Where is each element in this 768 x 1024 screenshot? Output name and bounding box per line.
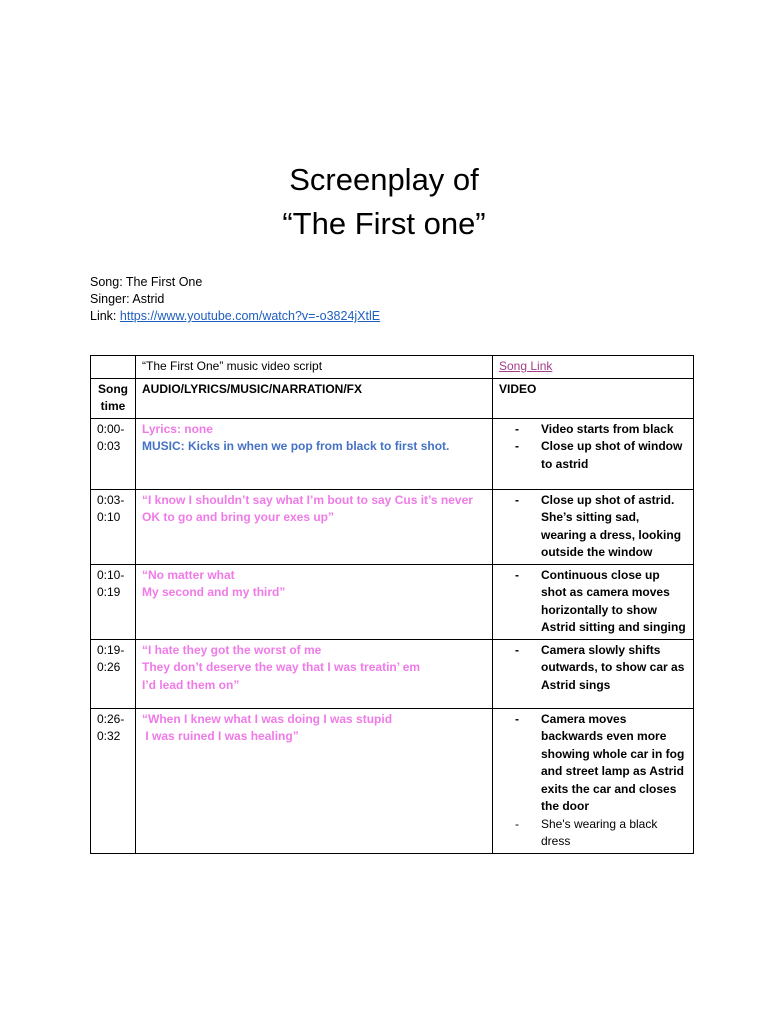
table-row xyxy=(91,564,694,639)
column-audio: AUDIO/LYRICS/MUSIC/NARRATION/FX xyxy=(136,378,493,418)
video-bullet: - Continuous close up shot as camera moves horizontally to show Astrid sitting and singing xyxy=(499,567,687,637)
row-video xyxy=(493,564,694,639)
header-empty-cell xyxy=(91,356,136,379)
song-label: Song: The First One xyxy=(90,275,203,289)
row-video xyxy=(493,418,694,489)
row-audio xyxy=(136,639,493,708)
audio-line: “When I knew what I was doing I was stupid xyxy=(142,711,393,726)
audio-line: Lyrics: none xyxy=(142,421,213,436)
video-bullet: - Camera moves backwards even more showing whole car in fog and street lamp as Astrid exits the car and closes the door xyxy=(499,711,687,816)
audio-line: My second and my third” xyxy=(142,585,286,599)
row-time: 0:00-0:03 xyxy=(91,418,136,489)
column-song-time: Song time xyxy=(91,378,136,418)
audio-line: “I hate they got the worst of me xyxy=(142,642,322,657)
row-time: 0:10-0:19 xyxy=(91,564,136,639)
script-table xyxy=(90,355,694,854)
audio-line: They don’t deserve the way that I was treatin’ em xyxy=(142,660,421,674)
video-bullet: - Close up shot of astrid. She’s sitting sad, wearing a dress, looking outside the window xyxy=(499,492,687,562)
table-columns-row xyxy=(91,378,694,418)
row-video xyxy=(493,708,694,853)
audio-line: “I know I shouldn’t say what I’m bout to say Cus it’s never OK to go and bring your exes up” xyxy=(142,492,473,524)
row-audio xyxy=(136,708,493,853)
column-video: VIDEO xyxy=(493,378,694,418)
video-bullet: - She's wearing a black dress xyxy=(499,816,687,851)
row-time: 0:19-0:26 xyxy=(91,639,136,708)
table-row xyxy=(91,639,694,708)
audio-line: MUSIC: Kicks in when we pop from black to first shot. xyxy=(142,439,450,453)
video-bullet: - Video starts from black xyxy=(499,421,687,439)
audio-line: I was ruined I was healing” xyxy=(142,729,299,743)
row-audio xyxy=(136,489,493,564)
row-audio xyxy=(136,418,493,489)
row-video xyxy=(493,489,694,564)
video-bullet: - Close up shot of window to astrid xyxy=(499,438,687,473)
song-link[interactable]: Song Link xyxy=(499,359,553,373)
table-row xyxy=(91,489,694,564)
link-label: Link: xyxy=(90,309,120,323)
table-row xyxy=(91,418,694,489)
row-time: 0:03-0:10 xyxy=(91,489,136,564)
youtube-link[interactable]: https://www.youtube.com/watch?v=-o3824jXtlE xyxy=(119,309,381,323)
row-video xyxy=(493,639,694,708)
table-row xyxy=(91,708,694,853)
audio-line: “No matter what xyxy=(142,567,235,582)
table-header-row xyxy=(91,356,694,379)
singer-label: Singer: Astrid xyxy=(90,292,165,306)
video-bullet: - Camera slowly shifts outwards, to show car as Astrid sings xyxy=(499,642,687,695)
header-song-link-cell xyxy=(493,356,694,379)
row-audio xyxy=(136,564,493,639)
audio-line: I’d lead them on” xyxy=(142,677,240,692)
page-title-line-1: Screenplay of xyxy=(289,162,479,197)
page-title-line-2: “The First one” xyxy=(282,206,486,241)
link-line xyxy=(90,308,380,325)
row-time: 0:26-0:32 xyxy=(91,708,136,853)
header-script-title: “The First One” music video script xyxy=(136,356,493,379)
